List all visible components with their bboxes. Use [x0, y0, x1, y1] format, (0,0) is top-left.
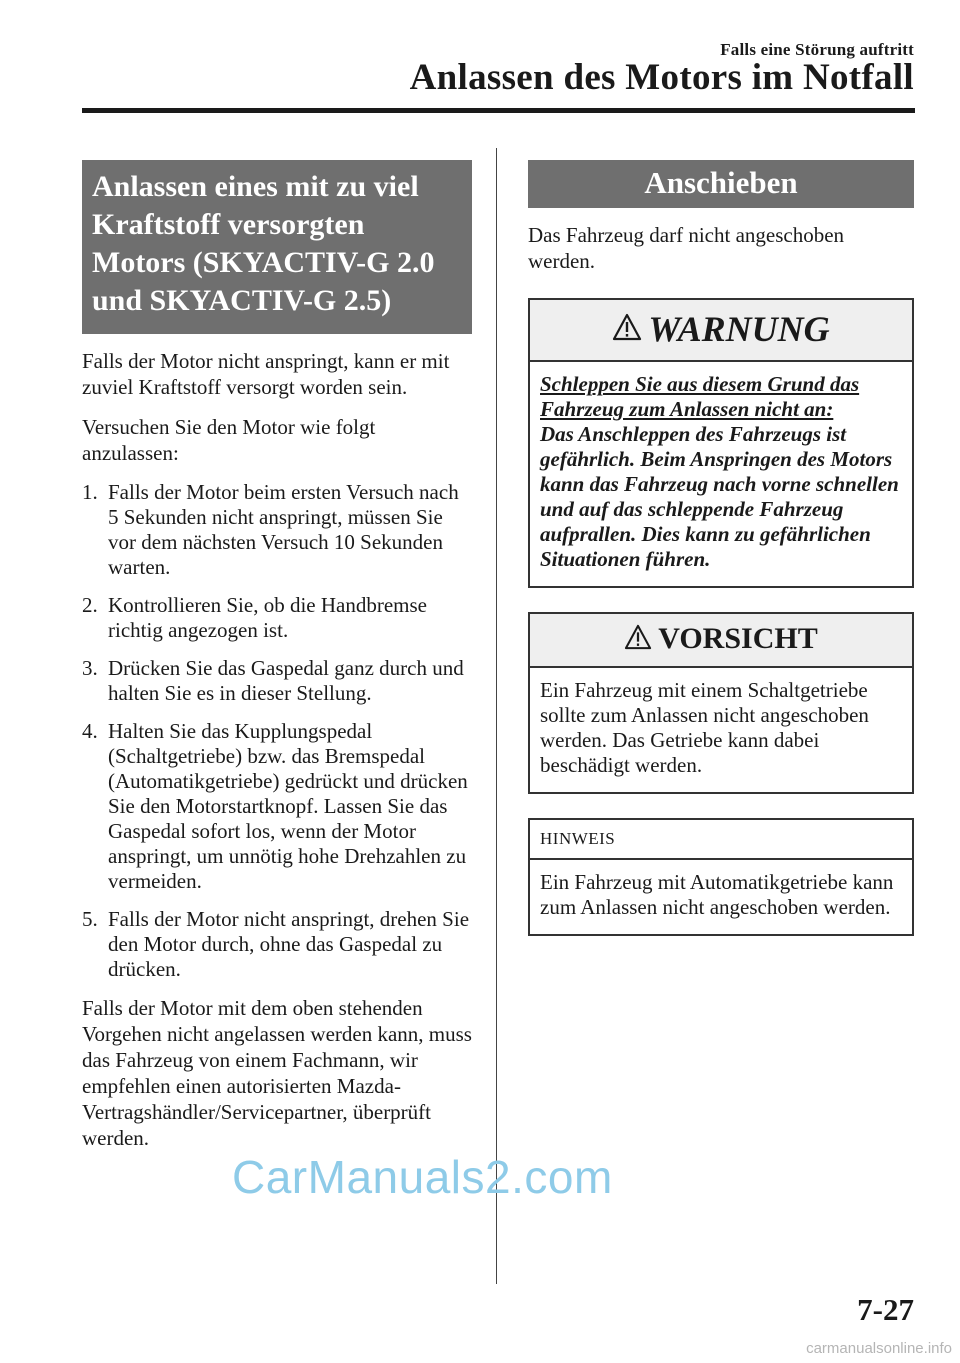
- note-title: HINWEIS: [540, 829, 616, 848]
- warning-triangle-icon: [612, 313, 642, 346]
- warning-box: [528, 298, 914, 588]
- note-text: Ein Fahrzeug mit Automatikgetriebe kann zum Anlassen nicht angeschoben werden.: [540, 870, 894, 919]
- step-number: 2.: [82, 593, 98, 617]
- step-text: Halten Sie das Kupplungspedal (Schaltgetriebe) bzw. das Bremspedal (Automatikgetriebe) gedrückt und drücken Sie den Motorstartknopf. Lassen Sie das Gaspedal sofort los, wenn der Motor anspringt, um unnötig hohe Drehzahlen zu vermeiden.: [108, 719, 468, 893]
- step-text: Falls der Motor nicht anspringt, drehen Sie den Motor durch, ohne das Gaspedal zu drücken.: [108, 907, 470, 981]
- watermark-link[interactable]: CarManuals2.com: [232, 1151, 613, 1203]
- warning-body: [530, 362, 912, 586]
- step-text: Drücken Sie das Gaspedal ganz durch und halten Sie es in dieser Stellung.: [108, 656, 464, 705]
- warning-underlined-text: Schleppen Sie aus diesem Grund das Fahrzeug zum Anlassen nicht an:: [540, 372, 860, 421]
- warning-text: Das Anschleppen des Fahrzeugs ist gefährlich. Beim Anspringen des Motors kann das Fahrzeug nach vorne schnellen und auf das schleppende Fahrzeug aufprallen. Dies kann zu gefährlichen Situationen führen.: [540, 422, 899, 571]
- intro-paragraph: Falls der Motor nicht anspringt, kann er mit zuviel Kraftstoff versorgt worden sein.: [82, 349, 450, 399]
- step-text: Kontrollieren Sie, ob die Handbremse richtig angezogen ist.: [108, 593, 427, 642]
- section-title-push-start: Anschieben: [528, 160, 914, 208]
- warning-header: [530, 300, 912, 362]
- list-item: [82, 656, 472, 706]
- right-column: [528, 160, 914, 936]
- warning-triangle-icon: [624, 624, 652, 655]
- step-number: 3.: [82, 656, 98, 680]
- section-title-flooded-engine: Anlassen eines mit zu viel Kraftstoff versorgten Motors (SKYACTIV-G 2.0 und SKYACTIV-G 2.5): [82, 160, 472, 334]
- push-start-paragraph: Das Fahrzeug darf nicht angeschoben werden.: [528, 223, 845, 273]
- step-number: 1.: [82, 480, 98, 504]
- caution-box: [528, 612, 914, 794]
- step-text: Falls der Motor beim ersten Versuch nach 5 Sekunden nicht anspringt, müssen Sie vor dem nächsten Versuch 10 Sekunden warten.: [108, 480, 459, 579]
- note-box: [528, 818, 914, 936]
- caution-title: VORSICHT: [658, 622, 818, 655]
- footer-site-link[interactable]: carmanualsonline.info: [806, 1340, 952, 1357]
- step-number: 5.: [82, 907, 98, 931]
- closing-paragraph: Falls der Motor mit dem oben stehenden Vorgehen nicht angelassen werden kann, muss das Fahrzeug von einem Fachmann, wir empfehlen einen autorisierten Mazda-Vertragshändler/Servicepartner, überprüft werden.: [82, 996, 472, 1150]
- warning-title: WARNUNG: [648, 309, 830, 349]
- note-header: [530, 820, 912, 860]
- page-title: Anlassen des Motors im Notfall: [409, 57, 914, 98]
- instruction-paragraph: Versuchen Sie den Motor wie folgt anzulassen:: [82, 415, 376, 465]
- column-divider: [496, 148, 497, 1284]
- list-item: [82, 593, 472, 643]
- steps-list: [82, 480, 472, 982]
- left-column: [82, 160, 472, 1151]
- header-rule: [82, 108, 915, 113]
- list-item: [82, 719, 472, 894]
- caution-text: Ein Fahrzeug mit einem Schaltgetriebe sollte zum Anlassen nicht angeschoben werden. Das Getriebe kann dabei beschädigt werden.: [540, 678, 869, 777]
- caution-header: [530, 614, 912, 668]
- list-item: [82, 907, 472, 982]
- step-number: 4.: [82, 719, 98, 743]
- header-subtitle: Falls eine Störung auftritt: [720, 40, 914, 59]
- list-item: [82, 480, 472, 580]
- page-number: 7-27: [857, 1292, 914, 1327]
